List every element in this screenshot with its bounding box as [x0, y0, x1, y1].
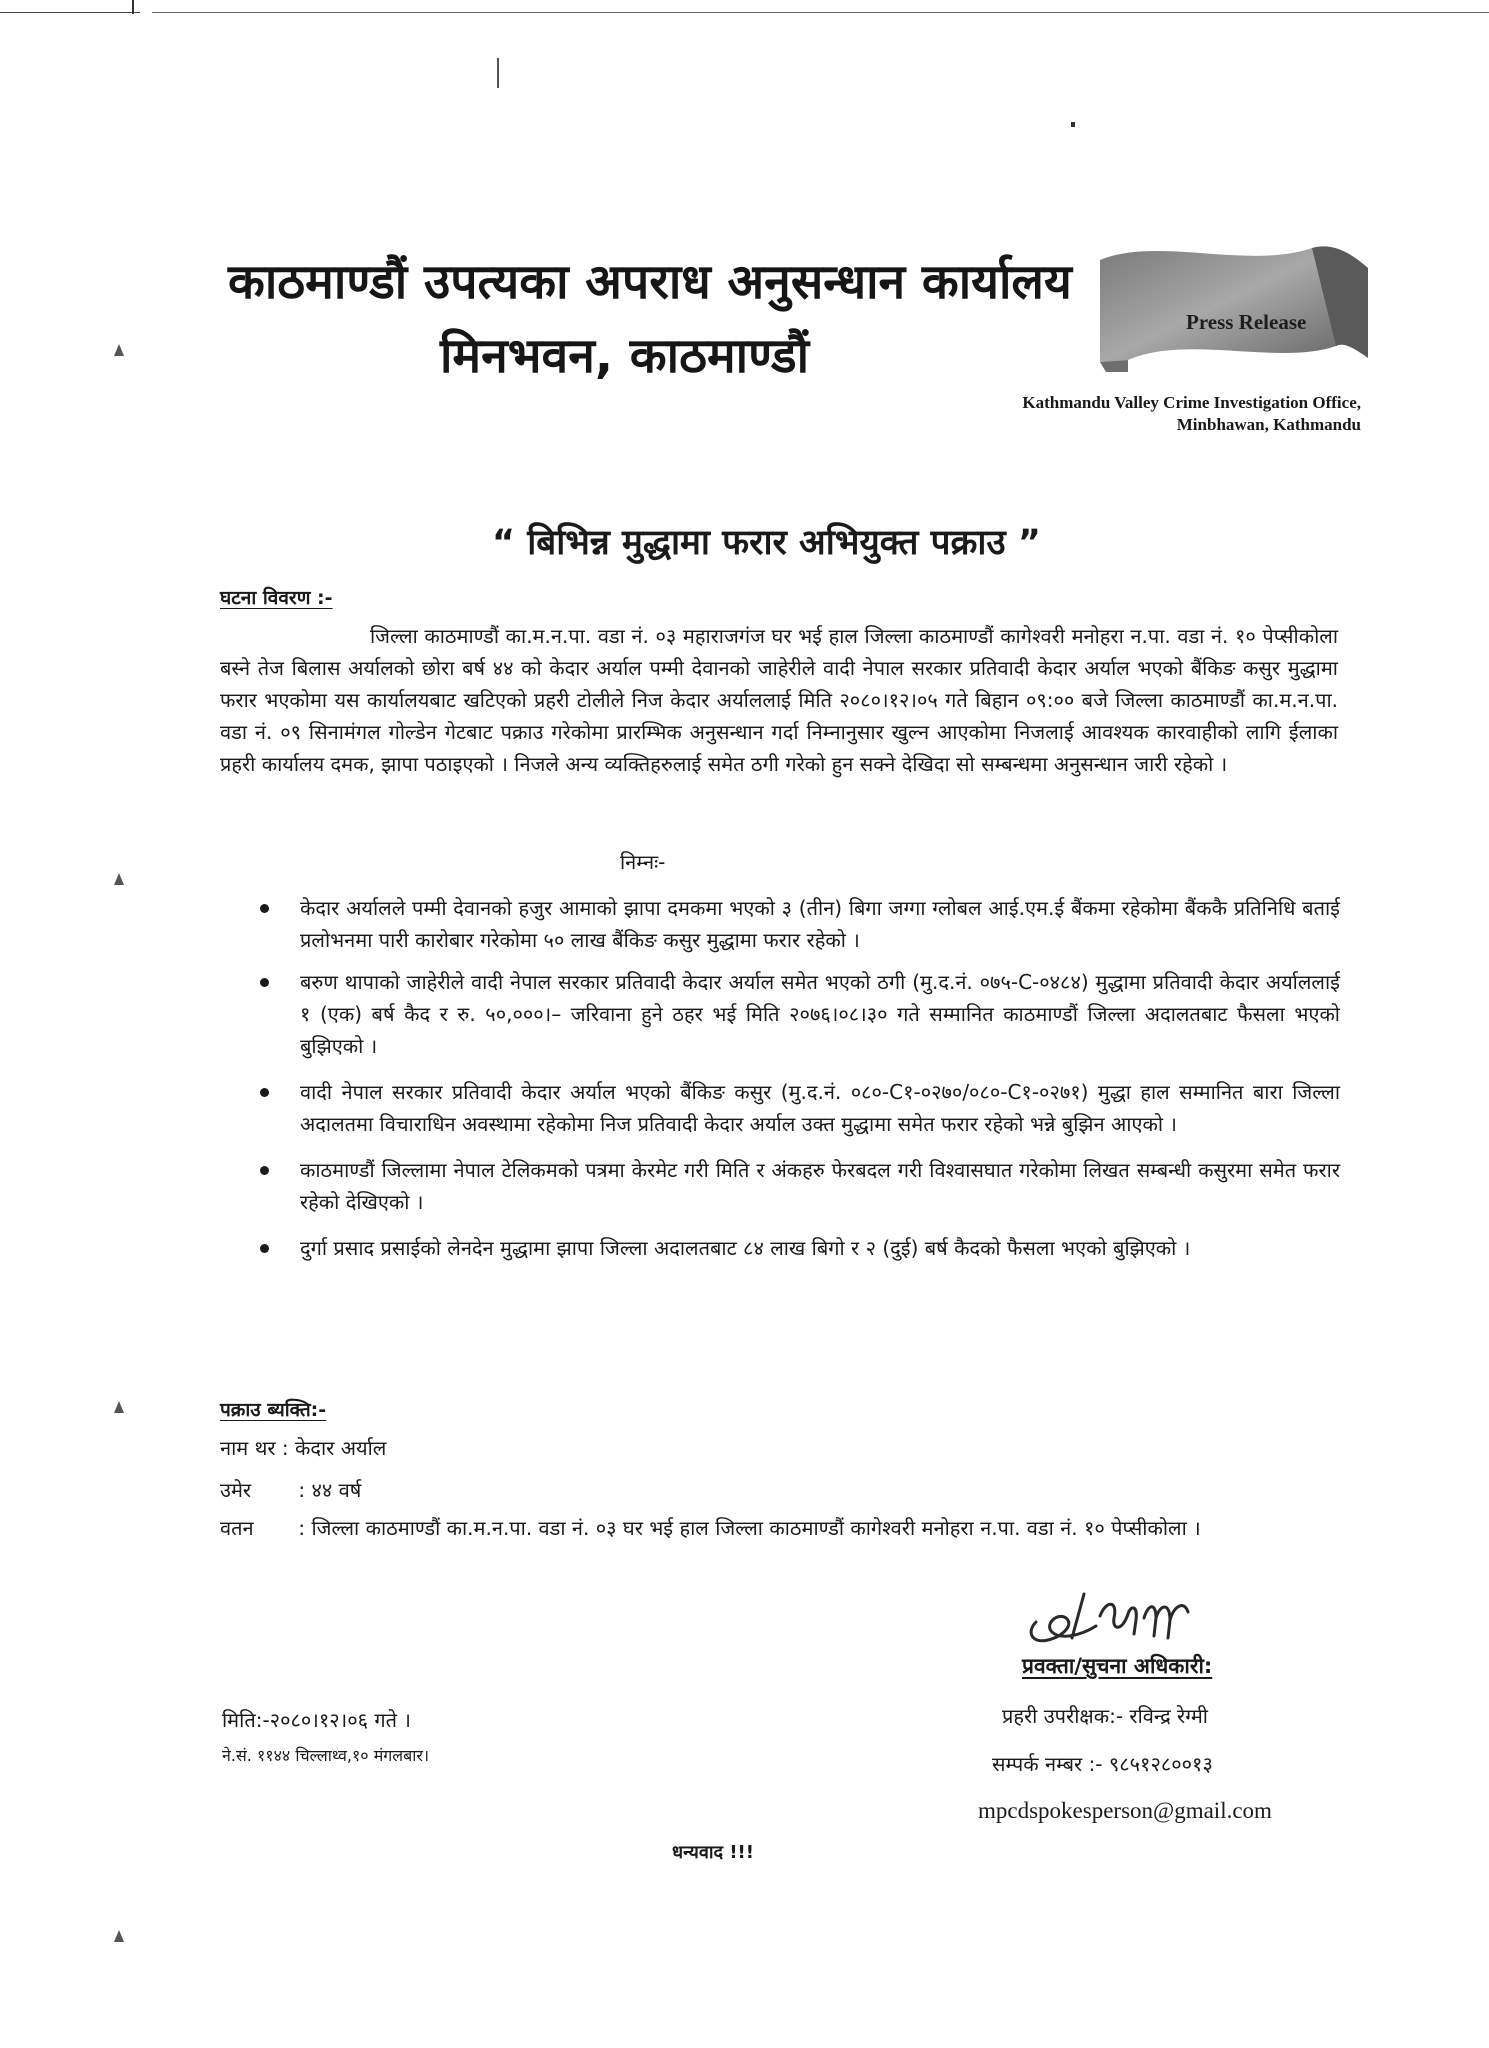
bullet-text: बरुण थापाको जाहेरीले वादी नेपाल सरकार प्रतिवादी केदार अर्याल समेत भएको ठगी (मु.द.नं. ०७५-C-०४८४) मुद्धामा प्रतिवादी केदार अर्याललाई १ (एक) बर्ष कैद र रु. ५०,०००।– जरिवाना हुने ठहर भई मिति २०७६।०८।३० गते सम्मानित काठमाण्डौं जिल्ला अदालतबाट फैसला भएको बुझिएको । — [300, 970, 1340, 1058]
name-label: नाम थर — [220, 1436, 276, 1460]
office-address-line2: Minbhawan, Kathmandu — [1176, 415, 1361, 434]
office-address-line1: Kathmandu Valley Crime Investigation Office, — [1022, 393, 1361, 412]
press-release-label: Press Release — [1186, 310, 1307, 334]
incident-paragraph: जिल्ला काठमाण्डौं का.म.न.पा. वडा नं. ०३ महाराजगंज घर भई हाल जिल्ला काठमाण्डौं कागेश्वरी मनोहरा न.पा. वडा नं. १० पेप्सीकोला बस्ने तेज बिलास अर्यालको छोरा बर्ष ४४ को केदार अर्याल पम्मी देवानको जाहेरीले वादी नेपाल सरकार प्रतिवादी केदार अर्याल भएको बैंकिङ कसुर मुद्धामा फरार भएकोमा यस कार्यालयबाट खटिएको प्रहरी टोलीले निज केदार अर्याललाई मिति २०८०।१२।०५ गते बिहान ०९:०० बजे जिल्ला काठमाण्डौं का.म.न.पा. वडा नं. ०९ सिनामंगल गोल्डेन गेटबाट पक्राउ गरेकोमा प्रारम्भिक अनुसन्धान गर्दा निम्नानुसार खुल्न आएकोमा निजलाई आवश्यक कारवाहीको लागि ईलाका प्रहरी कार्यालय दमक, झापा पठाइएको । निजले अन्य व्यक्तिहरुलाई समेत ठगी गरेको हुन सक्ने देखिदा सो सम्बन्धमा अनुसन्धान जारी रहेको । — [220, 624, 1338, 776]
punch-mark-icon — [114, 1401, 124, 1413]
officer-title: प्रवक्ता/सुचना अधिकारी: — [1022, 1654, 1213, 1678]
bullet-icon — [260, 1166, 269, 1175]
office-address-english — [960, 392, 1361, 436]
incident-heading: घटना विवरण :- — [220, 587, 333, 609]
bullet-text: केदार अर्यालले पम्मी देवानको हजुर आमाको झापा दमकमा भएको ३ (तीन) बिगा जग्गा ग्लोबल आई.एम.ई बैंकमा रहेकोमा बैंककै प्रतिनिधि बताई प्रलोभनमा पारी कारोबार गरेकोमा ५० लाख बैंकिङ कसुर मुद्धामा फरार रहेको । — [300, 896, 1340, 952]
bullet-text: काठमाण्डौं जिल्लामा नेपाल टेलिकमको पत्रमा केरमेट गरी मिति र अंकहरु फेरबदल गरी विश्वासघात गरेकोमा लिखत सम्बन्धी कसुरमा समेत फरार रहेको देखिएको । — [300, 1158, 1340, 1214]
incident-bullet-list — [300, 892, 1340, 1272]
list-item — [300, 1154, 1340, 1218]
bullet-text: वादी नेपाल सरकार प्रतिवादी केदार अर्याल भएको बैंकिङ कसुर (मु.द.नं. ०८०-C१-०२७०/०८०-C१-०२७१) मुद्धा हाल सम्मानित बारा जिल्ला अदालतमा विचाराधिन अवस्थामा रहेकोमा निज प्रतिवादी केदार अर्याल उक्त मुद्धामा समेत फरार रहेको भन्ने बुझिन आएको । — [300, 1080, 1340, 1136]
bullet-icon — [260, 1244, 269, 1253]
list-item — [300, 966, 1340, 1062]
scan-tick-mark — [132, 0, 134, 14]
bullet-icon — [260, 904, 269, 913]
press-release-headline: “ बिभिन्न मुद्धामा फरार अभियुक्त पक्राउ ” — [492, 523, 1041, 563]
scan-speck — [497, 58, 499, 88]
press-release-banner — [1098, 238, 1370, 374]
bullet-icon — [260, 978, 269, 987]
list-item — [300, 892, 1340, 956]
address-label: वतन — [220, 1516, 254, 1540]
arrested-age-row — [220, 1474, 361, 1506]
officer-name: प्रहरी उपरीक्षक:- रविन्द्र रेग्मी — [1002, 1704, 1208, 1728]
officer-contact: सम्पर्क नम्बर :- ९८५१२८००१३ — [992, 1752, 1213, 1776]
arrested-name-row — [220, 1432, 386, 1464]
scan-edge-line — [152, 12, 1489, 13]
punch-mark-icon — [114, 873, 124, 885]
punch-mark-icon — [114, 1930, 124, 1942]
name-value: : केदार अर्याल — [281, 1436, 387, 1460]
office-location-nepali: मिनभवन, काठमाण्डौं — [440, 328, 810, 384]
age-label: उमेर — [220, 1478, 252, 1502]
officer-email: mpcdspokesperson@gmail.com — [978, 1798, 1272, 1823]
bullet-text: दुर्गा प्रसाद प्रसाईको लेनदेन मुद्धामा झापा जिल्ला अदालतबाट ८४ लाख बिगो र २ (दुई) बर्ष कैदको फैसला भएको बुझिएको । — [300, 1236, 1191, 1260]
scan-speck — [1071, 122, 1075, 127]
incident-subheading: निम्नः- — [620, 850, 666, 874]
arrested-heading: पक्राउ ब्यक्ति:- — [220, 1399, 327, 1421]
thanks-note: धन्यवाद !!! — [672, 1842, 754, 1863]
punch-mark-icon — [114, 344, 124, 356]
bullet-icon — [260, 1088, 269, 1097]
office-name-nepali: काठमाण्डौं उपत्यका अपराध अनुसन्धान कार्यालय — [228, 254, 1072, 310]
arrested-address-row — [220, 1512, 1350, 1544]
nepal-sambat-date: ने.सं. ११४४ चिल्लाथ्व,१० मंगलबार। — [222, 1746, 430, 1765]
scan-edge-line — [0, 12, 140, 13]
issue-date: मिति:-२०८०।१२।०६ गते । — [222, 1708, 411, 1732]
signature — [1022, 1578, 1202, 1650]
list-item — [300, 1076, 1340, 1140]
list-item — [300, 1232, 1340, 1264]
address-value: : जिल्ला काठमाण्डौं का.म.न.पा. वडा नं. ०३ घर भई हाल जिल्ला काठमाण्डौं कागेश्वरी मनोहरा न.पा. वडा नं. १० पेप्सीकोला । — [298, 1516, 1201, 1540]
age-value: : ४४ वर्ष — [298, 1478, 362, 1502]
